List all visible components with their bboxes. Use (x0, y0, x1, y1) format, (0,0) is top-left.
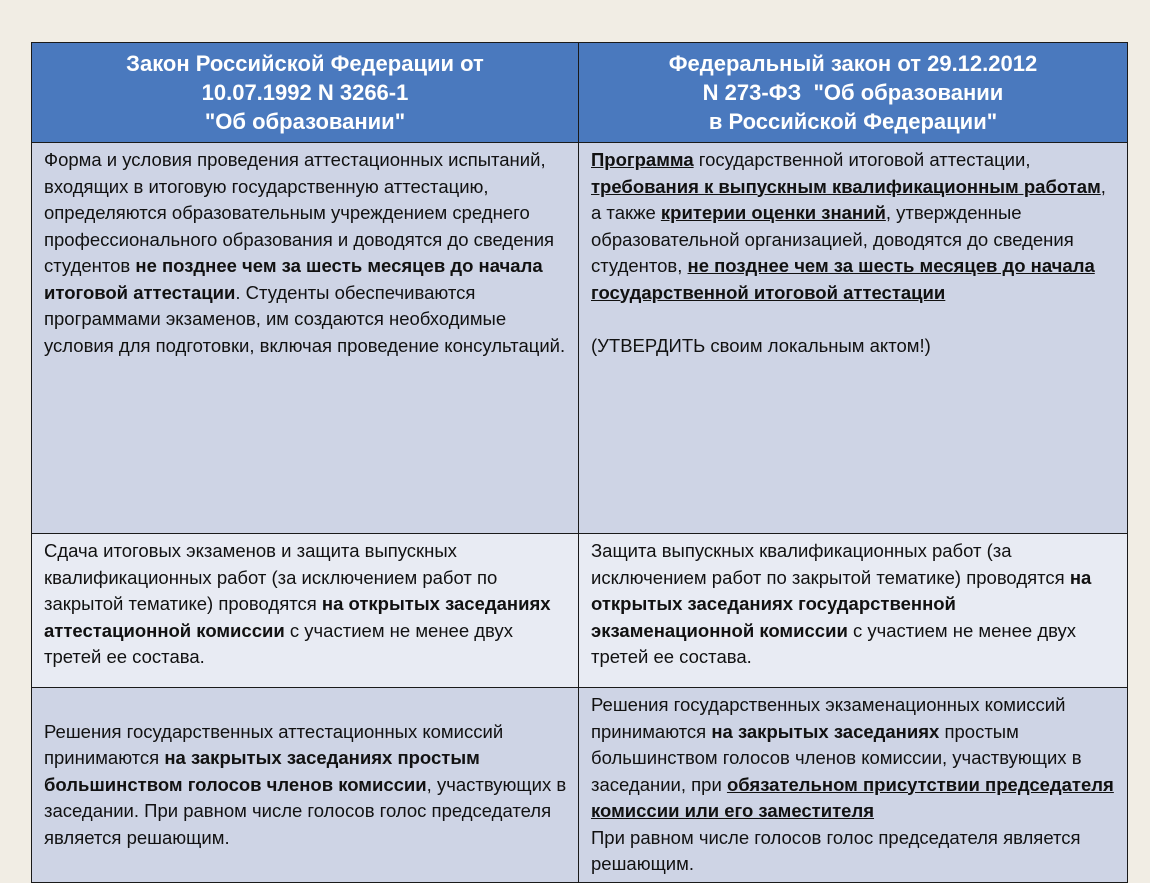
row3-right-underlined: обязательном присутствии председателя комиссии или его заместителя (591, 773, 1114, 821)
header-right-line-3: в Российской Федерации" (708, 109, 998, 134)
row3-left-text-2: , участвующих в заседании. При равном числе голосов голос председателя является решающим. (44, 773, 567, 848)
row2-right-text-1: Защита выпускных квалификационных работ (за исключением работ по закрытой тематике) проводятся (591, 540, 1070, 588)
header-row (32, 43, 1128, 143)
row3-right-text-2: простым большинством голосов членов комиссии, участвующих в заседании, при (591, 720, 1082, 795)
row3-right-cell (579, 688, 1128, 883)
table-row (32, 688, 1128, 883)
row1-left-cell (32, 143, 579, 534)
row1-right-text-1: государственной итоговой аттестации, (693, 149, 1031, 170)
row1-right-cell (579, 143, 1128, 534)
row1-left-bold: не позднее чем за шесть месяцев до начала итоговой аттестации (44, 255, 543, 303)
row1-right-underlined-4: не позднее чем за шесть месяцев до начала государственной итоговой аттестации (591, 255, 1095, 303)
row3-right-text-1: Решения государственных экзаменационных комиссий принимаются (591, 694, 1066, 742)
table-row (32, 534, 1128, 688)
row2-left-cell (32, 534, 579, 688)
row3-right-bold: на закрытых заседаниях (711, 720, 940, 742)
header-right-line-2: N 273-ФЗ "Об образовании (702, 80, 1004, 105)
row3-left-text-1: Решения государственных аттестационных комиссий принимаются (44, 720, 504, 768)
header-left-line-2: 10.07.1992 N 3266-1 (201, 80, 409, 105)
row2-left-text-1: Сдача итоговых экзаменов и защита выпускных квалификационных работ (за исключением работ по закрытой тематике) проводятся (44, 540, 498, 614)
table-row (32, 143, 1128, 534)
row1-right-note: (УТВЕРДИТЬ своим локальным актом!) (591, 334, 931, 356)
row3-right-text-3: При равном числе голосов голос председателя является решающим. (591, 826, 1081, 874)
row1-left-text-1: Форма и условия проведения аттестационных испытаний, входящих в итоговую государственную аттестацию, определяются образовательным учреждением среднего профессионального образования и доводятся до сведения студентов (44, 149, 555, 276)
header-left (32, 43, 579, 143)
row2-left-text-2: с участием не менее двух третей ее состава. (44, 619, 513, 667)
row1-right-text-2: , а также (591, 175, 1106, 223)
row2-left-bold: на открытых заседаниях аттестационной комиссии (44, 593, 551, 641)
row3-left-bold: на закрытых заседаниях простым большинством голосов членов комиссии (44, 747, 480, 795)
row1-right-underlined-1: Программа (591, 149, 694, 170)
header-left-line-3: "Об образовании" (204, 109, 406, 134)
row2-right-text-2: с участием не менее двух третей ее состава. (591, 619, 1077, 667)
row1-left-text-2: . Студенты обеспечиваются программами экзаменов, им создаются необходимые условия для подготовки, включая проведение консультаций. (44, 281, 566, 356)
row1-right-underlined-3: критерии оценки знаний (660, 202, 886, 223)
header-left-line-1: Закон Российской Федерации от (126, 51, 484, 76)
header-right-line-1: Федеральный закон от 29.12.2012 (668, 51, 1038, 76)
row2-right-bold: на открытых заседаниях государственной экзаменационной комиссии (591, 566, 1092, 641)
comparison-table (31, 42, 1128, 883)
header-right (579, 43, 1128, 143)
row2-right-cell (579, 534, 1128, 688)
row1-right-underlined-2: требования к выпускным квалификационным работам (591, 175, 1101, 197)
row1-right-text-3: , утвержденные образовательной организацией, доводятся до сведения студентов, (591, 202, 1074, 276)
row3-left-cell (32, 688, 579, 883)
